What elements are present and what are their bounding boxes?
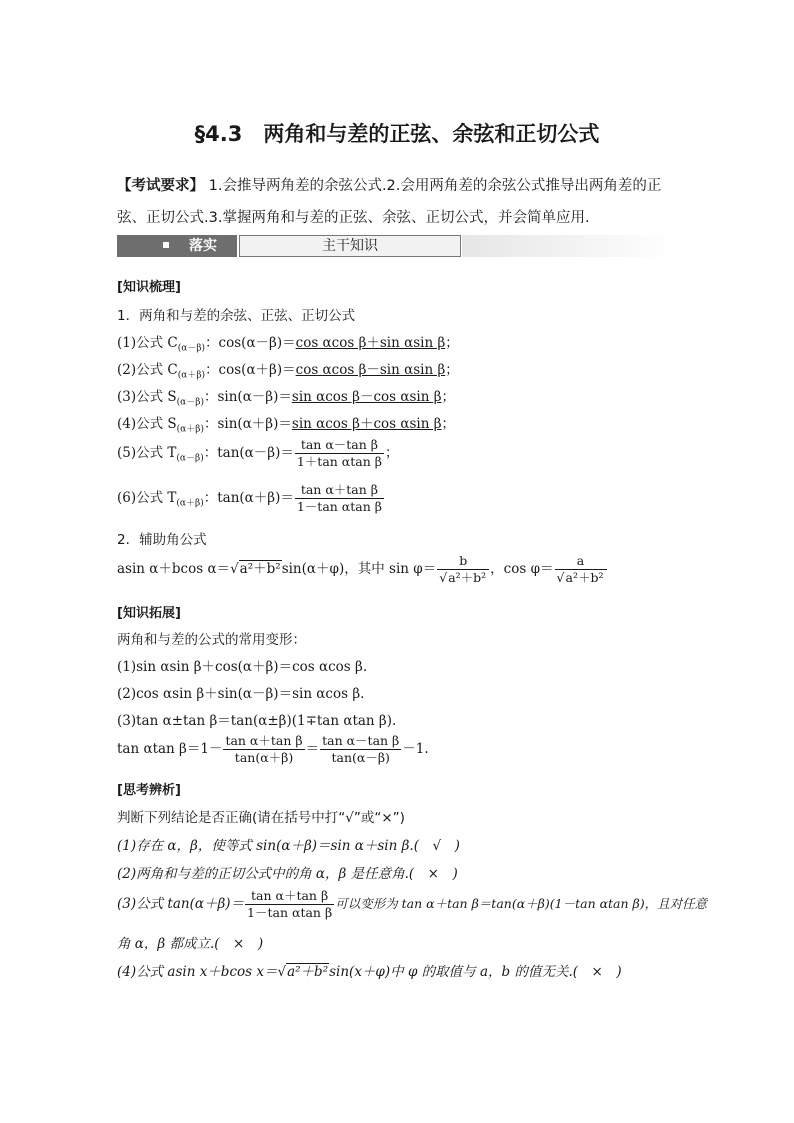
fraction-numerator: a	[555, 553, 607, 570]
formula-t-plus	[117, 482, 385, 515]
fraction-denominator: tan(α＋β)	[234, 750, 294, 765]
requirements-label: 【考试要求】	[117, 178, 204, 194]
fraction-denominator: 1－tan αtan β	[247, 905, 333, 920]
formula-rhs: cos αcos β＋sin αsin β	[295, 335, 446, 351]
formula-label: (4)公式 S	[117, 416, 177, 432]
fraction-denominator: √a²＋b²	[556, 570, 604, 585]
think-intro: 判断下列结论是否正确(请在括号中打“√”或“×”)	[117, 810, 405, 826]
ext-lhs: tan αtan β＝1－	[117, 741, 223, 757]
think-question-3	[117, 888, 707, 921]
formula-label: (6)公式 T	[117, 490, 177, 506]
formula-lhs: ：cos(α－β)＝	[205, 335, 296, 351]
q3-rest: 可以变形为 tan α＋tan β＝tan(α＋β)(1－tan αtan β)，且对任意	[335, 896, 708, 911]
formula-lhs: ：cos(α＋β)＝	[205, 362, 296, 378]
extension-heading: [知识拓展]	[117, 606, 181, 621]
aux-cos: ，cos φ＝	[490, 561, 554, 577]
fraction-numerator: tan α－tan β	[295, 437, 384, 454]
formula-sub: (α＋β)	[177, 370, 206, 381]
exam-requirements	[117, 170, 687, 234]
aux-fraction-sin	[437, 553, 489, 586]
extension-intro: 两角和与差的公式的常用变形：	[117, 632, 306, 648]
requirements-text: 1.会推导两角差的余弦公式.2.会用两角差的余弦公式推导出两角差的正弦、正切公式.3.掌握两角和与差的正弦、余弦、正切公式，并会简单应用.	[117, 178, 662, 226]
knowledge-item1: 1．两角和与差的余弦、正弦、正切公式	[117, 308, 356, 324]
ext-equals: ＝	[305, 741, 320, 757]
knowledge-item2: 2．辅助角公式	[117, 532, 207, 548]
ext-fraction-2	[320, 733, 401, 766]
fraction-denominator: 1＋tan αtan β	[296, 454, 382, 469]
formula-sub: (α＋β)	[176, 498, 204, 509]
section-banner	[117, 235, 677, 257]
formula-sub: (α－β)	[176, 397, 204, 408]
think-heading: [思考辨析]	[117, 783, 181, 798]
formula-sub: (α－β)	[176, 453, 204, 464]
fraction-numerator: tan α＋tan β	[225, 733, 303, 748]
formula-lhs: ：sin(α＋β)＝	[203, 416, 292, 432]
ext-fraction-1	[223, 733, 304, 766]
formula-lhs: ：sin(α－β)＝	[203, 389, 292, 405]
formula-end: ；	[445, 362, 459, 378]
banner-dark-label: 落实	[189, 238, 217, 254]
formula-rhs: cos αcos β－sin αsin β	[295, 362, 446, 378]
formula-s-plus	[117, 412, 455, 435]
formula-end: ；	[441, 416, 456, 432]
fraction-numerator: tan α＋tan β	[295, 482, 384, 499]
think-question-2: (2)两角和与差的正切公式中的角 α，β 是任意角.( × )	[117, 866, 458, 882]
formula-sub: (α＋β)	[176, 424, 204, 435]
formula-c-minus	[117, 331, 459, 354]
formula-label: (2)公式 C	[117, 362, 178, 378]
formula-end: ；	[445, 335, 459, 351]
q3-fraction	[245, 888, 334, 921]
q4-root: a²＋b²	[287, 964, 329, 980]
formula-rhs: sin αcos β－cos αsin β	[291, 389, 442, 405]
fraction-numerator: b	[437, 553, 489, 570]
think-question-4: (4)公式 asin x＋bcos x＝√a²＋b²sin(x＋φ)中 φ 的取值与 a，b 的值无关.( × )	[117, 964, 622, 980]
aux-mid: sin(α＋φ)，其中 sin φ＝	[281, 561, 437, 577]
formula-label: (1)公式 C	[117, 335, 178, 351]
formula-fraction	[295, 482, 384, 515]
aux-lhs: asin α＋bcos α＝	[117, 561, 231, 577]
extension-line: (1)sin αsin β＋cos(α＋β)＝cos αcos β.	[117, 659, 368, 675]
fraction-denominator: √a²＋b²	[439, 570, 487, 585]
formula-end: ；	[384, 445, 399, 461]
extension-last-formula	[117, 733, 429, 766]
formula-label: (3)公式 S	[117, 389, 177, 405]
formula-end: ；	[441, 389, 456, 405]
formula-t-minus	[117, 437, 398, 470]
fraction-numerator: tan α－tan β	[322, 733, 400, 748]
formula-label: (5)公式 T	[117, 445, 177, 461]
q4-rest: sin(x＋φ)中 φ 的取值与 a，b 的值无关.( × )	[329, 964, 622, 980]
formula-lhs: ：tan(α－β)＝	[203, 445, 294, 461]
aux-fraction-cos	[555, 553, 607, 586]
fraction-denominator: tan(α－β)	[331, 750, 390, 765]
banner-light-tab: 主干知识	[239, 235, 461, 257]
think-question-1: (1)存在 α，β，使等式 sin(α＋β)＝sin α＋sin β.( √ )	[117, 838, 460, 854]
fraction-numerator: tan α＋tan β	[245, 888, 334, 905]
banner-dark-tab	[117, 235, 237, 257]
aux-root: a²＋b²	[239, 561, 281, 577]
q4-lhs: (4)公式 asin x＋bcos x＝	[117, 964, 278, 980]
formula-sub: (α－β)	[177, 343, 206, 354]
knowledge-heading: [知识梳理]	[117, 280, 181, 295]
fraction-denominator: 1－tan αtan β	[296, 499, 382, 514]
formula-s-minus	[117, 385, 455, 408]
formula-lhs: ：tan(α＋β)＝	[203, 490, 294, 506]
ext-end: －1.	[402, 741, 429, 757]
think-question-3-cont: 角 α，β 都成立.( × )	[117, 936, 264, 952]
formula-fraction	[295, 437, 384, 470]
extension-line: (3)tan α±tan β＝tan(α±β)(1∓tan αtan β).	[117, 713, 397, 729]
formula-c-plus	[117, 358, 459, 381]
auxiliary-angle-formula: asin α＋bcos α＝√a²＋b²sin(α＋φ)，其中 sin φ＝ $\frac{b}{\text{√a²＋b²}}$ ，cos φ＝ $\frac{a}{\text{√a²＋b²}}$	[117, 553, 608, 586]
extension-line: (2)cos αsin β＋sin(α－β)＝sin αcos β.	[117, 686, 365, 702]
banner-fade	[462, 235, 677, 257]
formula-rhs: sin αcos β＋cos αsin β	[291, 416, 442, 432]
q3-lhs: (3)公式 tan(α＋β)＝	[117, 896, 245, 912]
square-bullet-icon	[163, 242, 169, 248]
page-title: §4.3 两角和与差的正弦、余弦和正切公式	[194, 122, 600, 146]
